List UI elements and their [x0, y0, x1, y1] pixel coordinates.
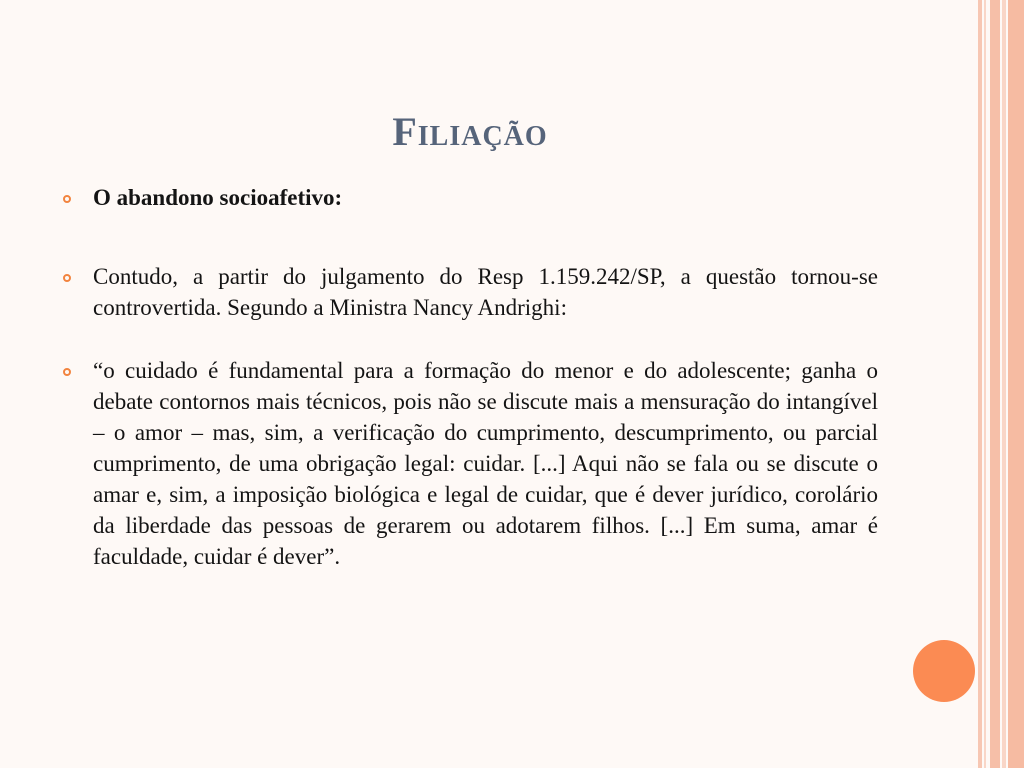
slide-title: Filiação	[392, 109, 548, 154]
bullet-icon	[63, 195, 71, 203]
bullet-item	[63, 355, 878, 572]
bullet-icon	[63, 368, 71, 376]
bullet-text: Contudo, a partir do julgamento do Resp 1.159.242/SP, a questão tornou-se controvertida. Segundo a Ministra Nancy Andrighi:	[93, 264, 878, 320]
bullet-text: “o cuidado é fundamental para a formação do menor e do adolescente; ganha o debate contornos mais técnicos, pois não se discute mais a mensuração do intangível – o amor – mas, sim, a verificação do cumprimento, descumprimento, ou parcial cumprimento, de uma obrigação legal: cuidar. [...] Aqui não se fala ou se discute o amar e, sim, a imposição biológica e legal de cuidar, que é dever jurídico, corolário da liberdade das pessoas de gerarem ou adotarem filhos. [...] Em suma, amar é faculdade, cuidar é dever”.	[93, 358, 878, 569]
bullet-list	[63, 182, 878, 572]
decorative-stripe	[1002, 0, 1006, 768]
decorative-stripe	[978, 0, 982, 768]
bullet-item	[63, 261, 878, 323]
bullet-item	[63, 182, 878, 213]
bullet-text: O abandono socioafetivo:	[93, 185, 343, 210]
decorative-stripe	[1008, 0, 1024, 768]
bullet-icon	[63, 274, 71, 282]
decorative-circle	[913, 640, 975, 702]
decorative-stripe	[984, 0, 986, 768]
decorative-stripe	[990, 0, 1000, 768]
